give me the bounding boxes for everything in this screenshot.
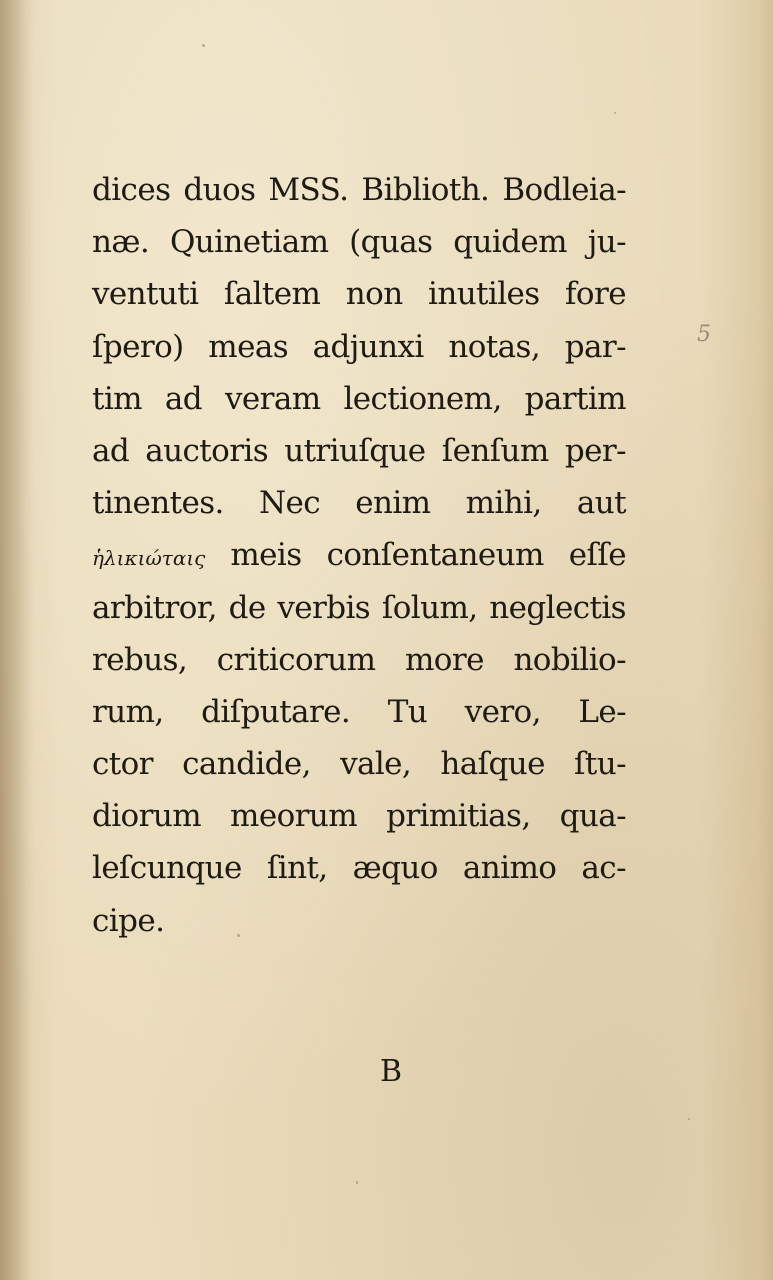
paper-speck (356, 1181, 358, 1184)
text-word: quidem (453, 224, 567, 261)
margin-note: 5 (697, 322, 711, 347)
text-word: inutiles (428, 276, 540, 313)
text-word: arbitror, (92, 589, 217, 626)
text-word: de (228, 589, 266, 626)
text-word: conſentaneum (326, 537, 544, 574)
text-word: animo (462, 850, 557, 887)
text-line (92, 164, 626, 216)
text-word: notas, (448, 328, 541, 365)
body-text (92, 164, 626, 947)
text-word: lectionem, (343, 380, 502, 417)
text-word: leſcunque (92, 850, 242, 887)
text-word: meas (208, 328, 289, 365)
text-line (92, 790, 626, 842)
text-word: utriuſque (284, 432, 426, 469)
text-word: adjunxi (312, 328, 424, 365)
text-word: non (345, 276, 403, 313)
text-line (92, 425, 626, 477)
text-line (92, 268, 626, 320)
text-line (92, 216, 626, 268)
text-word: ἡλικιώταις (92, 546, 206, 571)
text-word: par- (564, 328, 626, 365)
text-word: Quinetiam (169, 224, 329, 261)
text-word: æquo (352, 850, 438, 887)
text-word: rum, (92, 693, 164, 730)
text-word: meis (230, 537, 302, 574)
paper-speck (614, 112, 616, 114)
spine-shadow (0, 0, 34, 1280)
text-word: verbis (277, 589, 371, 626)
text-line (92, 321, 626, 373)
text-word: diſputare. (201, 693, 351, 730)
text-word: ad (92, 432, 130, 469)
text-word: fore (565, 276, 626, 313)
text-word: qua- (559, 798, 626, 835)
text-word: tim (92, 380, 142, 417)
text-word: neglectis (489, 589, 626, 626)
text-word: tinentes. (92, 485, 224, 522)
signature-mark: B (380, 1054, 403, 1089)
text-word: veram (224, 380, 321, 417)
text-word: dices (92, 172, 171, 208)
text-word: ſint, (266, 850, 328, 887)
text-word: aut (576, 485, 626, 522)
paper-speck (202, 44, 205, 47)
text-line (92, 373, 626, 425)
text-word: enim (355, 485, 431, 522)
text-line (92, 634, 626, 686)
text-word: ad (164, 380, 203, 417)
text-line (92, 529, 626, 581)
text-word: ſaltem (223, 276, 321, 313)
text-word: rebus, (92, 641, 188, 678)
text-word: eſſe (568, 537, 626, 574)
text-word: vero, (464, 693, 541, 730)
text-word: ventuti (92, 276, 199, 313)
text-word: ſolum, (381, 589, 478, 626)
text-word: partim (524, 380, 626, 417)
text-word: criticorum (216, 641, 376, 678)
text-word: mihi, (465, 485, 542, 522)
paper-speck (688, 1118, 690, 1120)
text-word: ju- (587, 224, 626, 261)
text-word: (quas (349, 224, 433, 261)
text-word: meorum (230, 798, 358, 835)
text-line (92, 895, 626, 947)
text-word: Tu (387, 693, 428, 730)
text-word: ſtu- (574, 746, 626, 783)
text-word: diorum (92, 798, 202, 835)
text-word: duos (183, 172, 256, 208)
text-word: auctoris (145, 432, 269, 469)
text-word: nobilio- (513, 641, 626, 678)
text-word: cipe. (92, 902, 165, 939)
text-word: vale, (340, 746, 412, 783)
text-word: Le- (578, 693, 626, 730)
text-word: more (405, 641, 484, 678)
text-word: Biblioth. (361, 172, 490, 208)
text-word: ac- (581, 850, 626, 887)
text-word: candide, (182, 746, 311, 783)
text-line (92, 582, 626, 634)
text-word: haſque (440, 746, 545, 783)
text-word: primitias, (386, 798, 531, 835)
text-word: ſenſum (441, 432, 549, 469)
text-word: Bodleia- (502, 172, 626, 208)
text-line (92, 842, 626, 894)
text-word: Nec (259, 485, 321, 522)
text-word: per- (564, 432, 626, 469)
text-line (92, 686, 626, 738)
text-word: ctor (92, 746, 153, 783)
text-line (92, 477, 626, 529)
text-line (92, 738, 626, 790)
text-word: ſpero) (92, 328, 184, 365)
text-word: MSS. (268, 172, 349, 208)
text-word: næ. (92, 224, 150, 261)
